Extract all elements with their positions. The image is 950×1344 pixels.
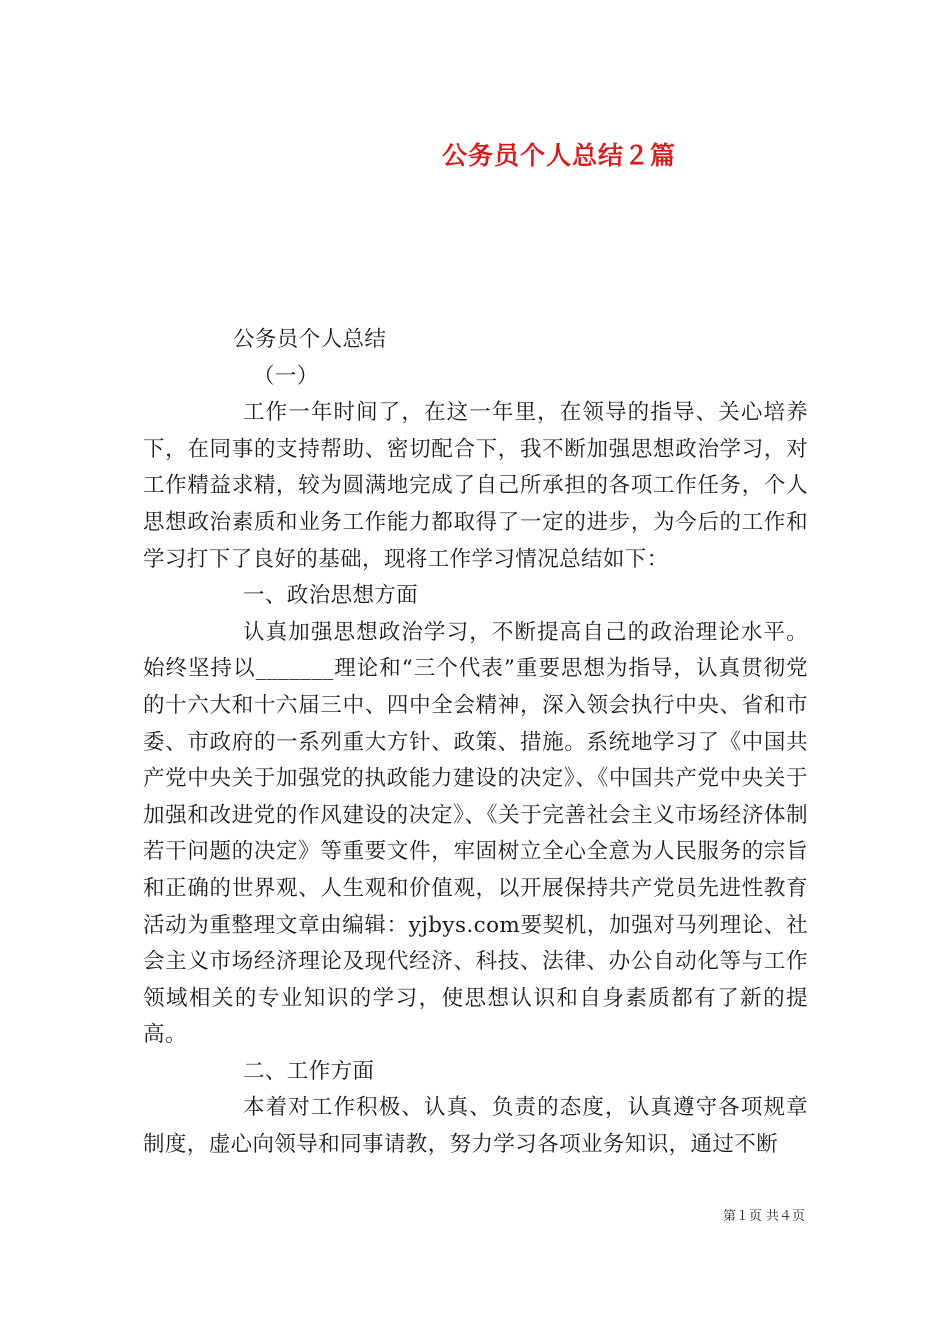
section-political-heading: 一、政治思想方面 bbox=[243, 583, 419, 609]
summary-heading: 公务员个人总结 bbox=[233, 327, 387, 352]
intro-paragraph: 工作一年时间了，在这一年里，在领导的指导、关心培养下，在同事的支持帮助、密切配合下，我不断加强思想政治学习，对工作精益求精，较为圆满地完成了自己所承担的各项工作任务，个人思想政治素质和业务工作能力都取得了一定的进步，为今后的工作和学习打下了良好的基础，现将工作学习情况总结如下： bbox=[143, 400, 808, 572]
section-political-body: 认真加强思想政治学习，不断提高自己的政治理论水平。始终坚持以_______理论和“三个代表”重要思想为指导，认真贯彻党的十六大和十六届三中、四中全会精神，深入领会执行中央、省和市委、市政府的一系列重大方针、政策、措施。系统地学习了《中国共产党中央关于加强党的执政能力建设的决定》、《中国共产党中央关于加强和改进党的作风建设的决定》、《关于完善社会主义市场经济体制若干问题的决定》等重要文件，牢固树立全心全意为人民服务的宗旨和正确的世界观、人生观和价值观，以开展保持共产党员先进性教育活动为重整理文章由编辑：yjbys.com要契机，加强对马列理论、社会主义市场经济理论及现代经济、科技、法律、办公自动化等与工作领域相关的专业知识的学习，使思想认识和自身素质都有了新的提高。 bbox=[143, 619, 808, 1048]
part-one-label: （一） bbox=[253, 363, 319, 389]
document-body bbox=[143, 322, 808, 1164]
section-work-body: 本着对工作积极、认真、负责的态度，认真遵守各项规章制度，虚心向领导和同事请教，努力学习各项业务知识，通过不断 bbox=[143, 1095, 808, 1158]
section-work-heading: 二、工作方面 bbox=[243, 1058, 375, 1084]
page-footer: 第１页 共４页 bbox=[722, 1209, 805, 1224]
document-title: 公务员个人总结２篇 bbox=[441, 141, 676, 170]
